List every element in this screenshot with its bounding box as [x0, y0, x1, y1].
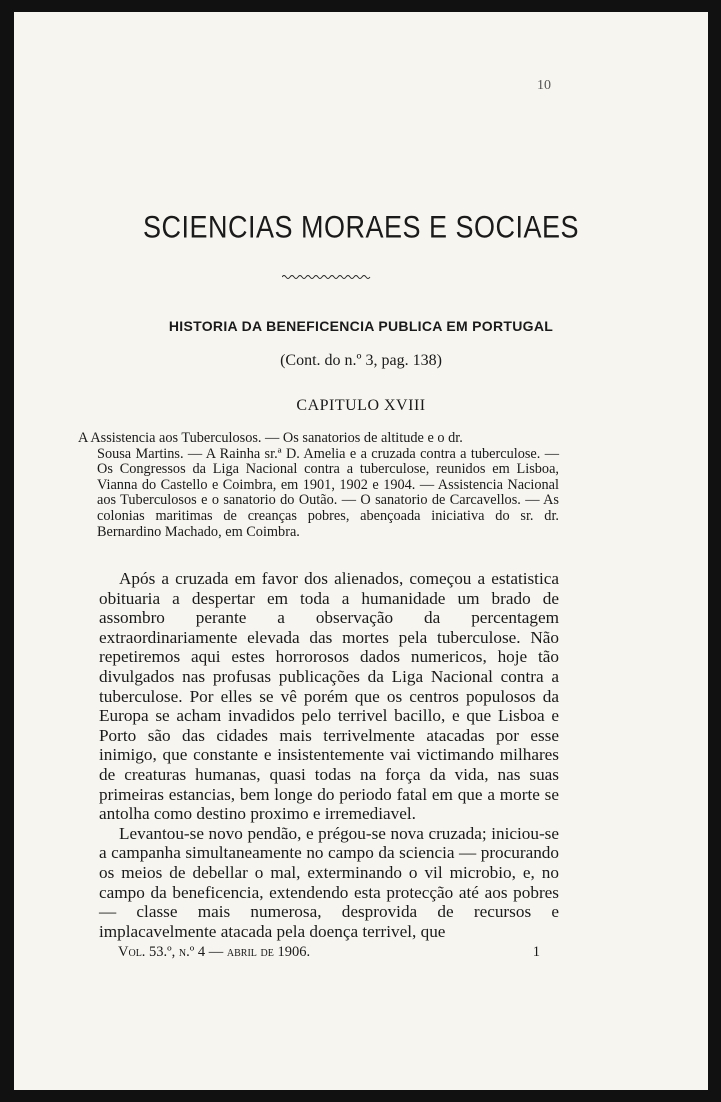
- section-title: SCIENCIAS MORAES E SOCIAES: [142, 209, 580, 245]
- body-text: [99, 569, 559, 941]
- document-page: [14, 12, 708, 1090]
- chapter-heading: CAPITULO XVIII: [296, 397, 426, 414]
- volume-info: Vol. 53.º, n.º 4 — abril de 1906.: [118, 944, 311, 960]
- paragraph: Após a cruzada em favor dos alienados, começou a estatistica obituaria a despertar em toda a humanidade um brado de assombro perante a observação da percentagem extraordinariamente elevada das mortes pela tuberculose. Não repetiremos aqui estes horrorosos dados numericos, hoje tão divulgados nas profusas publicações da Liga Nacional contra a tuberculose. Por elles se vê porém que os centros populosos da Europa se acham invadidos pelo terrivel bacillo, e que Lisboa e Porto são das cidades mais terrivelmente atacadas por esse inimigo, que constante e insistentemente vai victimando milhares de creaturas humanas, quasi todas na força da vida, nas suas primeiras estancias, bem longe do periodo fatal em que a morte se antolha como destino proximo e irremediavel.: [99, 569, 559, 824]
- chapter-summary: [78, 431, 559, 540]
- signature-mark: 1: [532, 944, 540, 960]
- continuation-note: (Cont. do n.º 3, pag. 138): [280, 352, 442, 369]
- summary-rest: Sousa Martins. — A Rainha sr.ª D. Amelia e a cruzada contra a tuberculose. — Os Congressos da Liga Nacional contra a tuberculose, reunidos em Lisboa, Vianna do Castello e Coimbra, em 1901, 1902 e 1904. — Assistencia Nacional aos Tuberculosos e o sanatorio do Outão. — O sanatorio de Carcavellos. — As colonias maritimas de creanças pobres, abençoada iniciativa do sr. dr. Bernardino Machado, em Coimbra.: [97, 445, 559, 540]
- corner-mark: 10: [537, 78, 551, 93]
- article-title: HISTORIA DA BENEFICENCIA PUBLICA EM PORTUGAL: [168, 318, 554, 334]
- ornament-divider: [282, 274, 372, 280]
- paragraph: Levantou-se novo pendão, e prégou-se nova cruzada; iniciou-se a campanha simultaneamente no campo da sciencia — procurando os meios de debellar o mal, exterminando o vil microbio, e, no campo da beneficencia, extendendo esta protecção até aos pobres — classe mais numerosa, desprovida de recursos e implacavelmente atacada pela doença terrivel, que: [99, 823, 559, 941]
- summary-first-line: A Assistencia aos Tuberculosos. — Os sanatorios de altitude e o dr.: [78, 430, 463, 446]
- page-footer: [118, 944, 540, 961]
